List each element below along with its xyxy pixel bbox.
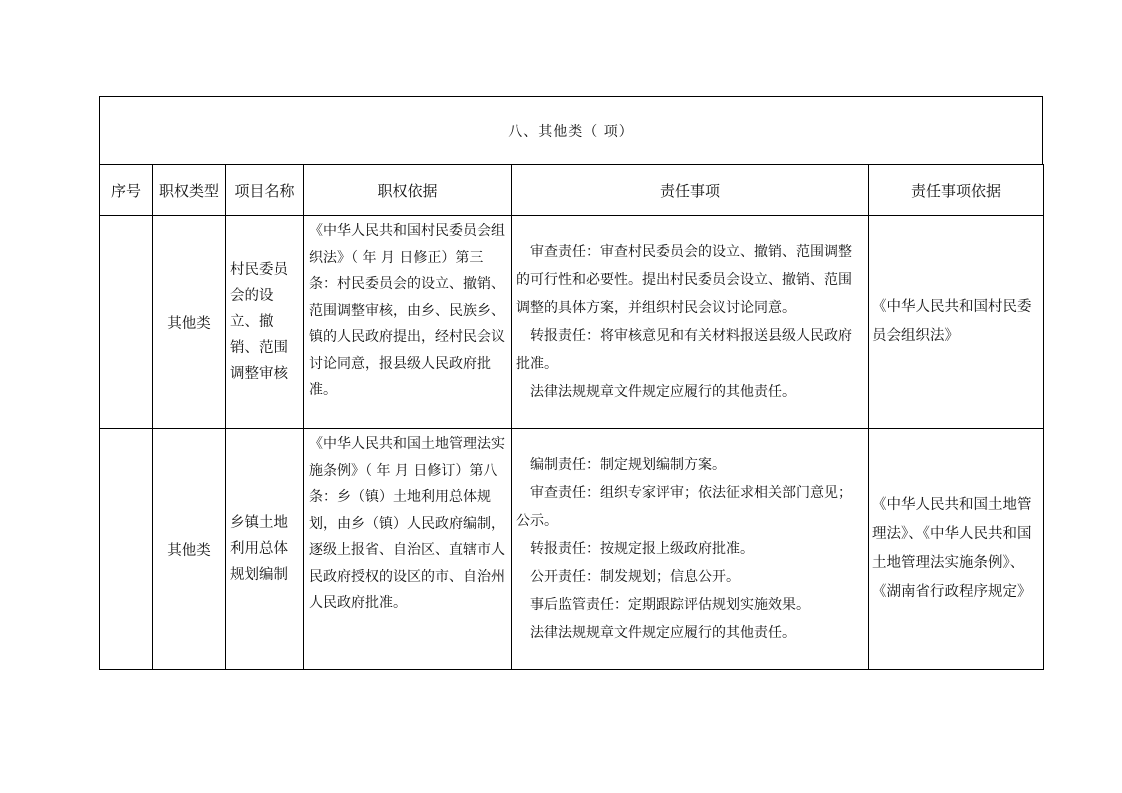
column-header-no: 序号	[100, 165, 153, 216]
cell-no	[100, 216, 153, 429]
cell-no	[100, 429, 153, 670]
table-row	[100, 429, 1044, 670]
duty-line: 审查责任：组织专家评审；依法征求相关部门意见；公示。	[516, 485, 852, 529]
duty-line: 事后监管责任：定期跟踪评估规划实施效果。	[530, 597, 810, 613]
duty-line: 转报责任：按规定报上级政府批准。	[530, 541, 754, 557]
cell-item-name: 村民委员会的设立、撤销、范围调整审核	[226, 216, 304, 429]
duty-line: 法律法规规章文件规定应履行的其他责任。	[530, 625, 796, 641]
cell-duties	[512, 216, 869, 429]
table-row	[100, 216, 1044, 429]
responsibility-table-sheet	[99, 96, 1043, 670]
column-header-duty: 责任事项	[512, 165, 869, 216]
responsibility-table	[99, 164, 1044, 670]
column-header-basis: 职权依据	[304, 165, 512, 216]
table-header-row	[100, 165, 1044, 216]
cell-type: 其他类	[153, 216, 226, 429]
cell-basis: 《中华人民共和国土地管理法实施条例》（ 年 月 日修订）第八条：乡（镇）土地利用总体规划，由乡（镇）人民政府编制，逐级上报省、自治区、直辖市人民政府授权的设区的市、自治州人民政府批准。	[304, 429, 512, 670]
column-header-name: 项目名称	[226, 165, 304, 216]
duty-line: 转报责任：将审核意见和有关材料报送县级人民政府批准。	[516, 328, 852, 372]
duty-line: 公开责任：制发规划；信息公开。	[530, 569, 740, 585]
column-header-duty-basis: 责任事项依据	[869, 165, 1044, 216]
cell-duty-basis: 《中华人民共和国村民委员会组织法》	[869, 216, 1044, 429]
column-header-type: 职权类型	[153, 165, 226, 216]
section-title: 八、其他类（ 项）	[99, 96, 1043, 164]
duty-line: 审查责任：审查村民委员会的设立、撤销、范围调整的可行性和必要性。提出村民委员会设立、撤销、范围调整的具体方案，并组织村民会议讨论同意。	[516, 244, 852, 316]
cell-basis: 《中华人民共和国村民委员会组织法》（ 年 月 日修正）第三条：村民委员会的设立、撤销、范围调整审核，由乡、民族乡、镇的人民政府提出，经村民会议讨论同意，报县级人民政府批准。	[304, 216, 512, 429]
duty-line: 编制责任：制定规划编制方案。	[530, 457, 726, 473]
cell-duty-basis: 《中华人民共和国土地管理法》、《中华人民共和国土地管理法实施条例》、《湖南省行政程序规定》	[869, 429, 1044, 670]
cell-item-name: 乡镇土地利用总体规划编制	[226, 429, 304, 670]
cell-duties	[512, 429, 869, 670]
cell-type: 其他类	[153, 429, 226, 670]
duty-line: 法律法规规章文件规定应履行的其他责任。	[530, 384, 796, 400]
